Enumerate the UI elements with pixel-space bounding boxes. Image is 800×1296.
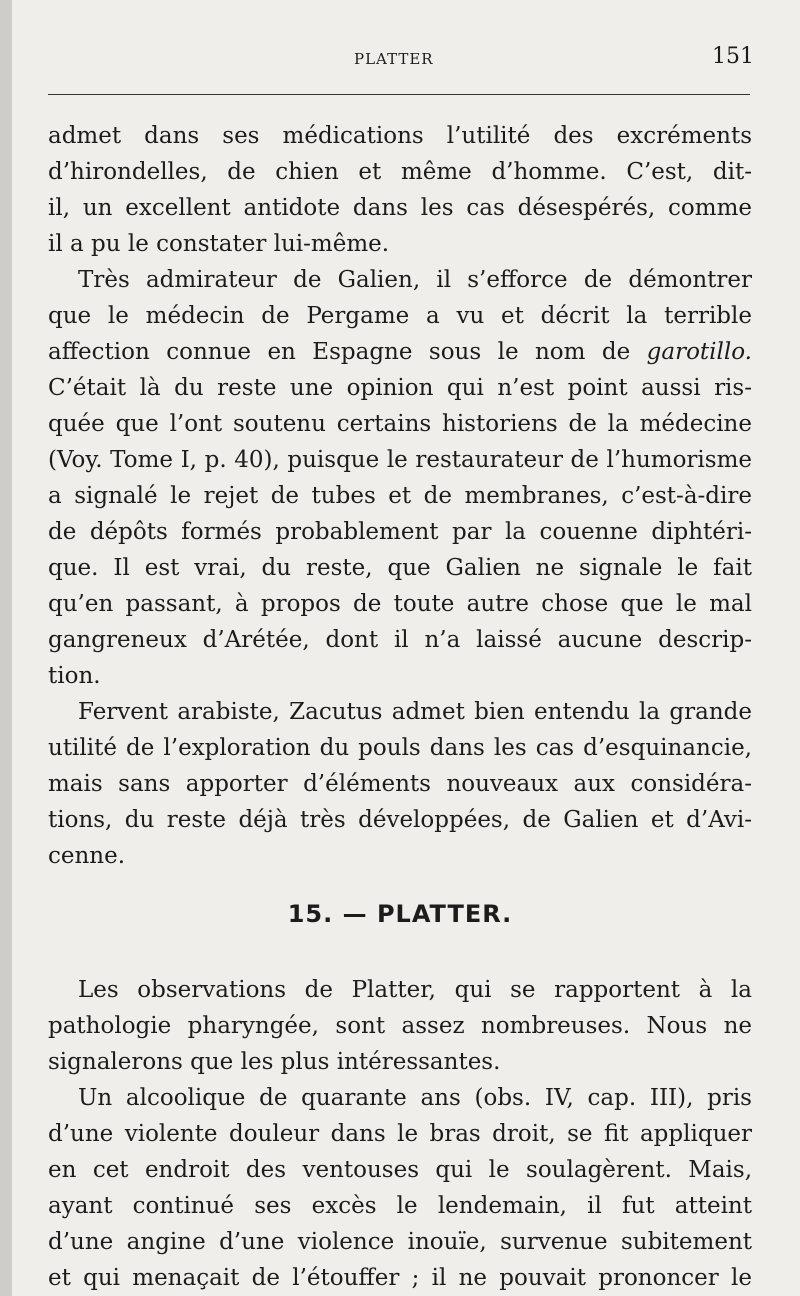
- text-line: cenne.: [48, 843, 126, 869]
- section-heading: 15. — PLATTER.: [287, 900, 513, 928]
- header-rule: [48, 94, 750, 95]
- text-line: Les observations de Platter, qui se rapportent à la: [78, 977, 752, 1003]
- text-line: ayant continué ses excès le lendemain, il fut atteint: [48, 1193, 752, 1219]
- running-title: PLATTER: [354, 50, 434, 68]
- text-line: admet dans ses médications l’utilité des excréments: [48, 123, 752, 149]
- text-line: signalerons que les plus intéressantes.: [48, 1049, 501, 1075]
- text-segment: affection connue en Espagne sous le nom de: [48, 339, 647, 365]
- text-line: utilité de l’exploration du pouls dans les cas d’esquinancie,: [48, 735, 752, 761]
- text-line: en cet endroit des ventouses qui le soulagèrent. Mais,: [48, 1157, 752, 1183]
- paragraph-2: [48, 262, 752, 694]
- text-line: Fervent arabiste, Zacutus admet bien entendu la grande: [78, 699, 752, 725]
- text-line: qu’en passant, à propos de toute autre chose que le mal: [48, 591, 752, 617]
- text-line: gangreneux d’Arétée, dont il n’a laissé aucune descrip-: [48, 627, 752, 653]
- text-line: que le médecin de Pergame a vu et décrit la terrible: [48, 303, 752, 329]
- text-line: Très admirateur de Galien, il s’efforce de démontrer: [78, 267, 752, 293]
- text-line: pathologie pharyngée, sont assez nombreuses. Nous ne: [48, 1013, 752, 1039]
- text-line: [48, 334, 752, 370]
- italic-term: garotillo.: [646, 339, 752, 365]
- text-line: il, un excellent antidote dans les cas désespérés, comme: [48, 195, 752, 221]
- text-line: et qui menaçait de l’étouffer ; il ne pouvait prononcer le: [48, 1265, 752, 1291]
- text-line: que. Il est vrai, du reste, que Galien ne signale le fait: [48, 555, 752, 581]
- text-line: (Voy. Tome I, p. 40), puisque le restaurateur de l’humorisme: [48, 447, 752, 473]
- text-line: a signalé le rejet de tubes et de membranes, c’est-à-dire: [48, 483, 752, 509]
- text-line: tions, du reste déjà très développées, de Galien et d’Avi-: [48, 807, 752, 833]
- text-line: d’hirondelles, de chien et même d’homme. C’est, dit-: [48, 159, 752, 185]
- text-line: tion.: [48, 663, 101, 689]
- text-line: il a pu le constater lui-même.: [48, 231, 390, 257]
- paragraph-1: [48, 118, 752, 262]
- paragraph-5: [48, 1080, 752, 1296]
- text-line: quée que l’ont soutenu certains historiens de la médecine: [48, 411, 752, 437]
- text-line: de dépôts formés probablement par la couenne diphtéri-: [48, 519, 752, 545]
- paragraph-3: [48, 694, 752, 874]
- text-block: [48, 118, 752, 1296]
- book-page: [12, 0, 800, 1296]
- text-line: C’était là du reste une opinion qui n’est point aussi ris-: [48, 375, 752, 401]
- text-line: mais sans apporter d’éléments nouveaux aux considéra-: [48, 771, 752, 797]
- paragraph-4: [48, 972, 752, 1080]
- page-number: 151: [712, 44, 754, 69]
- text-line: Un alcoolique de quarante ans (obs. IV, cap. III), pris: [78, 1085, 752, 1111]
- text-line: d’une angine d’une violence inouïe, survenue subitement: [48, 1229, 752, 1255]
- text-line: d’une violente douleur dans le bras droit, se fit appliquer: [48, 1121, 752, 1147]
- running-head: [12, 44, 800, 74]
